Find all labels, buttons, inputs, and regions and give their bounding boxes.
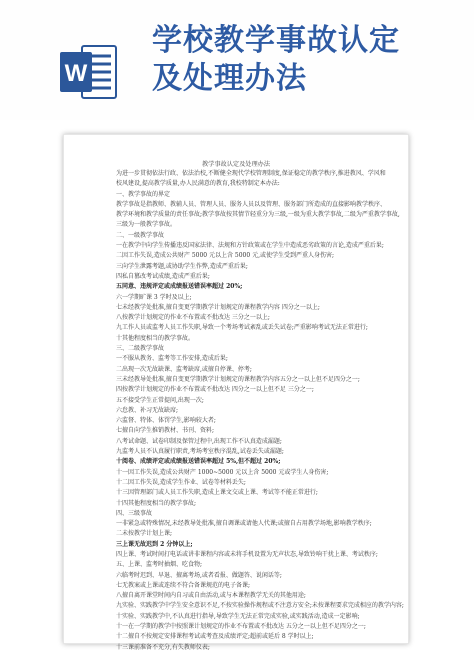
document-line: 九工作人员或监考人员工作失职,导致一个考场考试紊乱或丢失试卷;严重影响考试无法正常进行;	[116, 324, 368, 332]
document-title: 教学事故认定及处理办法	[201, 161, 271, 168]
document-line: 三级为一般教学事故。	[116, 221, 177, 229]
document-line: 九监考人员不认真履行职责,考场考室秩序混乱,试卷丢失或漏题;	[116, 448, 284, 456]
document-line: 十四其他程度相当的教学事故;	[116, 499, 197, 507]
document-line: 五不接受学生正常提问,出现一次;	[116, 396, 204, 404]
document-line: 二、一级教学事故	[116, 231, 165, 239]
document-line: 九实验、实践教学中学生安全意识不足,不按实验操作规程或不注意方安全;未按课程要求完成相应的教学内容;	[116, 602, 404, 610]
document-line: 八按教学计划规定的作业不布置或不批改达 三分之一以上;	[116, 314, 270, 322]
document-line: 十实验、实践教学中,不认真进行指导,导致学生无法正常完成实验,或实践活动,造成一定影响;	[116, 612, 360, 620]
document-body	[116, 169, 404, 653]
document-line: 七擅自向学生推销教材、书刊、资料;	[116, 427, 215, 435]
word-document-icon	[58, 40, 120, 104]
document-line: 教学环境和教学质量的责任事故;教学事故按其情节轻重分为三级,一级为重大教学事故,二级为严重教学事故,	[116, 211, 400, 219]
document-line: 四上课、考试时间打电话或讲非课程内容或未将手机设置为无声状态,导致铃响干扰上课、考试秩序;	[116, 550, 378, 558]
document-line: 为进一步贯彻依法行政、依法治校,不断健全现代学校管理制度,保证稳定的教学秩序,推进教风、学风和	[116, 170, 386, 177]
document-line: 三上课无故迟到 2 分钟以上;	[116, 540, 193, 548]
document-line: 十三因管理部门或人员工作失职,造成上课文交或上课、考试等不能正常进行;	[116, 489, 318, 497]
document-line: 八考试命题、试卷印制及保管过程中,出现工作不认真造成漏题;	[116, 437, 282, 445]
page-title	[152, 22, 452, 98]
document-line: 十三课前准备不充分,有失教师仪表;	[116, 643, 210, 651]
document-line: 教学事故是指教师、教辅人员、管理人员、服务人员以及管理、服务部门所造成的直接影响教学秩序、	[116, 200, 387, 208]
document-line: 三向学生泄露考题,或协助学生作弊,造成严重后果;	[116, 262, 248, 270]
word-logo-letter: W	[64, 60, 88, 87]
document-line: 二未按教学计划上课;	[116, 530, 173, 538]
document-line: 七无教案或上课或连续不符合备课规范的电子备课;	[116, 581, 251, 589]
document-line: 四、三级事故	[116, 509, 153, 517]
document-line: 七未经教学处批准,擅自变更学期教学计划规定的课程教学内容 四分之一以上;	[116, 303, 320, 311]
document-line: 五同意、违规评定或成绩报送错误率超过 20%;	[116, 283, 243, 291]
document-line: 一、教学事故的界定	[116, 190, 171, 198]
document-line: 一非紧急或特殊情况,未经教导处批准,擅自调课或请他人代课;或擅自占用教学场地,影响教学秩序;	[116, 520, 372, 528]
document-line: 六临考时迟到、早退、擅离考场,或者看报、做题答、说闲话等;	[116, 571, 282, 579]
document-line: 四私自篡改考试成绩,造成严重后果;	[116, 272, 210, 280]
document-line: 五、上课、监考时抽烟、吃食物;	[116, 561, 203, 569]
document-line: 十二擅自不按规定安排课程考试或考查及成绩评定;超前或延后 8 学时以上;	[116, 633, 314, 641]
document-line: 十一因工作失误,造成公共财产 1000~5000 元以上含 5000 元或学生人身伤害;	[116, 468, 329, 476]
document-line: 二出现一次无故缺课、监考缺席,或擅自停课、停考;	[116, 365, 252, 373]
document-line: 六怠教、补习无故缺席;	[116, 406, 179, 414]
title-line-1: 学校教学事故认定	[152, 23, 400, 58]
document-line: 十其他程度相当的教学事故。	[116, 334, 195, 342]
document-line: 六监督、特体、体罚学生,影响较大者;	[116, 417, 216, 425]
document-line: 二因工作失误,造成公共财产 5000 元以上含 5000 元,或使学生受到严重人身伤害;	[116, 252, 335, 260]
document-line: 十一在一学期的教学中按照课计划规定的作业不布置或不批改达 五分之一以上但不足四分之一;	[116, 623, 366, 631]
document-page	[63, 134, 409, 651]
document-line: 三未经教导处批准,擅自变更学期教学计划规定的课程教学内容五分之一以上但不足四分之一;	[116, 375, 360, 383]
header-banner	[0, 0, 474, 120]
document-line: 六一学期旷课 3 学时及以上;	[116, 293, 192, 301]
document-line: 校风建设,提高教学质量,办人民满意的教育,我校特制定本办法:	[116, 180, 280, 188]
document-line: 十二因工作失误,造成学生作业、试卷等材料丢失;	[116, 478, 246, 486]
document-line: 八擅自离开课堂时间内自习或自由活动,或与本课程教学无关的其他用途;	[116, 592, 306, 600]
document-line: 十阅卷、成绩评定或成绩报送错误率超过 5%,但不超过 20%;	[116, 458, 281, 466]
document-line: 四按教学计划规定的作业不布置或不批改达 四分之一以上但不足 三分之一;	[116, 386, 314, 394]
title-line-2: 及处理办法	[152, 61, 307, 96]
document-line: 一在教学中向学生传播违反国家法律、法规和方针政策或在学生中造成恶劣政策的言论,造成严重后果;	[116, 242, 384, 250]
document-line: 一不服从教务、监考等工作安排,造成后果;	[116, 355, 228, 363]
document-line: 三、二级教学事故	[116, 345, 165, 353]
